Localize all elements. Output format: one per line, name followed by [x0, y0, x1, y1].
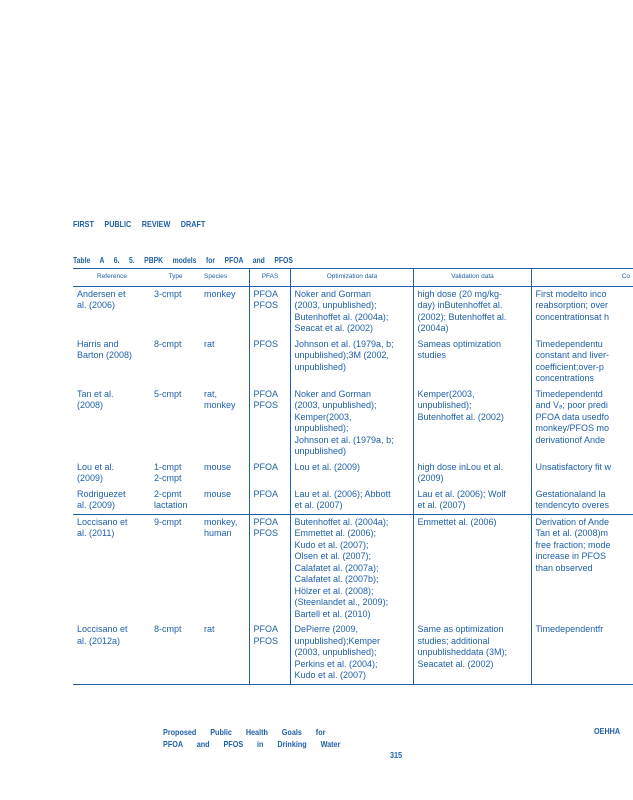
- table-cell-optimization: [290, 387, 413, 460]
- cell-text-line: unpublished): [294, 446, 347, 456]
- table-cell-species: [200, 460, 249, 487]
- cell-text-line: Andersen et: [77, 288, 126, 299]
- table-cell-optimization: [290, 337, 413, 387]
- cell-text-line: Gestationaland la: [535, 488, 606, 499]
- cell-text-line: 2-cpmt: [154, 488, 182, 499]
- table-cell-comments: [531, 514, 633, 622]
- cell-text-line: concentrations: [535, 373, 595, 383]
- cell-text-line: Timedependentu: [535, 338, 603, 349]
- cell-text-line: than observed: [535, 562, 593, 573]
- column-header-pfas: PFAS: [249, 269, 290, 287]
- table-cell-type: [150, 622, 200, 684]
- table-cell-pfas: [249, 286, 290, 337]
- cell-text-line: 5-cmpt: [154, 388, 182, 399]
- table-cell-species: [200, 487, 249, 515]
- cell-text-line: (2009): [417, 473, 444, 483]
- cell-text-line: Emmettet al. (2006);: [294, 528, 377, 538]
- cell-text-line: PFOA: [253, 288, 279, 299]
- column-header-optimization: Optimization data: [290, 269, 413, 287]
- table-cell-type: [150, 387, 200, 460]
- cell-text-line: Noker and Gorman: [294, 388, 372, 399]
- cell-text-line: 8-cmpt: [154, 338, 182, 349]
- cell-text-line: unpublisheddata (3M);: [417, 647, 508, 657]
- table-cell-reference: [73, 387, 150, 460]
- table-cell-comments: [531, 387, 633, 460]
- cell-text-line: Kudo et al. (2007);: [294, 539, 369, 550]
- cell-text-line: high dose (20 mg/kg-: [417, 288, 503, 299]
- table-body: [73, 286, 633, 684]
- table-cell-type: [150, 337, 200, 387]
- cell-text-line: al. (2009): [77, 500, 116, 510]
- cell-text-line: mouse: [204, 488, 232, 499]
- cell-text-line: mouse: [204, 461, 232, 472]
- table-cell-validation: [413, 337, 531, 387]
- cell-text-line: PFOA: [253, 516, 279, 527]
- table-cell-type: [150, 514, 200, 622]
- page-number: 315: [390, 750, 403, 760]
- cell-text-line: PFOA: [253, 488, 279, 499]
- cell-text-line: 2-cmpt: [154, 473, 182, 483]
- cell-text-line: PFOA data usedfo: [535, 411, 610, 422]
- cell-text-line: day) inButenhoffet al.: [417, 300, 503, 310]
- table-cell-comments: [531, 487, 633, 515]
- cell-text-line: (2003, unpublished);: [294, 300, 377, 310]
- cell-text-line: studies; additional: [417, 635, 490, 646]
- cell-text-line: rat,: [204, 388, 218, 399]
- cell-text-line: Butenhoffet al. (2004a);: [294, 311, 389, 322]
- cell-text-line: Seacat et al. (2002): [294, 323, 374, 333]
- cell-text-line: PFOS: [253, 400, 279, 410]
- table-cell-pfas: [249, 622, 290, 684]
- cell-text-line: al. (2012a): [77, 635, 121, 646]
- cell-text-line: Johnson et al. (1979a, b;: [294, 338, 394, 349]
- cell-text-line: Unsatisfactory fit w: [535, 461, 612, 472]
- cell-text-line: rat: [204, 624, 215, 634]
- table-cell-reference: [73, 460, 150, 487]
- table-cell-species: [200, 337, 249, 387]
- cell-text-line: Loccisano et: [77, 624, 128, 634]
- cell-text-line: 9-cmpt: [154, 516, 182, 527]
- cell-text-line: concentrationsat h: [535, 311, 610, 322]
- table-cell-comments: [531, 460, 633, 487]
- cell-text-line: 1-cmpt: [154, 461, 182, 472]
- cell-text-line: 3-cmpt: [154, 288, 182, 299]
- footer-title-line-1: Proposed Public Health Goals for: [163, 727, 326, 737]
- cell-text-line: Timedependentfr: [535, 624, 604, 634]
- cell-text-line: unpublished);3M (2002,: [294, 350, 390, 360]
- cell-text-line: derivationof Ande: [535, 434, 606, 445]
- column-header-type: Type: [150, 269, 200, 287]
- cell-text-line: unpublished);: [294, 423, 349, 433]
- cell-text-line: Sameas optimization: [417, 338, 502, 349]
- cell-text-line: unpublished);Kemper: [294, 635, 381, 646]
- cell-text-line: (2004a): [417, 323, 449, 333]
- cell-text-line: Same as optimization: [417, 624, 504, 634]
- draft-header: FIRST PUBLIC REVIEW DRAFT: [73, 219, 206, 229]
- table-cell-validation: [413, 387, 531, 460]
- cell-text-line: rat: [204, 338, 215, 349]
- table-cell-species: [200, 622, 249, 684]
- cell-text-line: Kudo et al. (2007): [294, 670, 367, 680]
- cell-text-line: monkey,: [204, 516, 238, 527]
- cell-text-line: Noker and Gorman: [294, 288, 372, 299]
- column-header-comments: Co: [531, 269, 633, 287]
- table-cell-optimization: [290, 487, 413, 515]
- cell-text-line: unpublished): [294, 361, 347, 372]
- table-cell-reference: [73, 337, 150, 387]
- table-row: [73, 487, 633, 515]
- table-row: [73, 286, 633, 337]
- cell-text-line: Johnson et al. (1979a, b;: [294, 434, 394, 445]
- cell-text-line: monkey/PFOS mo: [535, 423, 610, 433]
- cell-text-line: First modelto inco: [535, 288, 607, 299]
- cell-text-line: Lau et al. (2006); Wolf: [417, 488, 506, 499]
- table-cell-reference: [73, 514, 150, 622]
- cell-text-line: Calafatet al. (2007b);: [294, 574, 379, 584]
- table-caption: Table A 6. 5. PBPK models for PFOA and PFOS: [73, 256, 293, 265]
- cell-text-line: Loccisano et: [77, 516, 128, 527]
- cell-text-line: PFOA: [253, 388, 279, 399]
- cell-text-line: Lou et al.: [77, 461, 115, 472]
- cell-text-line: Tan et al. (2008)m: [535, 528, 609, 538]
- cell-text-line: Olsen et al. (2007);: [294, 551, 372, 561]
- cell-text-line: al. (2006): [77, 300, 116, 310]
- cell-text-line: (2003, unpublished);: [294, 647, 377, 657]
- table-cell-species: [200, 514, 249, 622]
- footer-title-line-2: PFOA and PFOS in Drinking Water: [163, 739, 341, 749]
- table-cell-validation: [413, 460, 531, 487]
- cell-text-line: constant and liver-: [535, 350, 610, 360]
- cell-text-line: studies: [417, 350, 447, 360]
- table-cell-optimization: [290, 460, 413, 487]
- table-cell-optimization: [290, 622, 413, 684]
- cell-text-line: al. (2011): [77, 528, 115, 538]
- cell-text-line: PFOS: [253, 338, 279, 349]
- cell-text-line: Tan et al.: [77, 388, 114, 399]
- cell-text-line: Lau et al. (2006); Abbott: [294, 488, 391, 499]
- cell-text-line: PFOA: [253, 624, 279, 634]
- cell-text-line: unpublished);: [417, 400, 472, 410]
- table-cell-type: [150, 460, 200, 487]
- cell-text-line: et al. (2007): [417, 500, 466, 510]
- table-cell-pfas: [249, 387, 290, 460]
- cell-text-line: and Vₔ; poor predi: [535, 400, 608, 410]
- table-cell-reference: [73, 622, 150, 684]
- cell-text-line: (2009): [77, 473, 104, 483]
- table-cell-type: [150, 487, 200, 515]
- cell-text-line: human: [204, 528, 232, 538]
- cell-text-line: Barton (2008): [77, 350, 133, 360]
- column-header-species: Species: [200, 269, 249, 287]
- table-row: [73, 337, 633, 387]
- footer-agency: OEHHA: [594, 726, 621, 736]
- cell-text-line: coefficient;over-p: [535, 361, 604, 372]
- table-cell-validation: [413, 622, 531, 684]
- table-cell-comments: [531, 622, 633, 684]
- table-cell-reference: [73, 286, 150, 337]
- cell-text-line: Lou et al. (2009): [294, 461, 361, 472]
- table-cell-species: [200, 387, 249, 460]
- table-cell-comments: [531, 286, 633, 337]
- cell-text-line: PFOS: [253, 635, 279, 646]
- cell-text-line: monkey: [204, 288, 236, 299]
- cell-text-line: (Steenlandet al., 2009);: [294, 597, 389, 607]
- cell-text-line: PFOS: [253, 528, 279, 538]
- table-cell-pfas: [249, 514, 290, 622]
- cell-text-line: 8-cmpt: [154, 624, 182, 634]
- cell-text-line: monkey: [204, 400, 236, 410]
- table-row: [73, 514, 633, 622]
- cell-text-line: Derivation of Ande: [535, 516, 610, 527]
- table-cell-comments: [531, 337, 633, 387]
- table-cell-pfas: [249, 337, 290, 387]
- cell-text-line: (2003, unpublished);: [294, 400, 377, 410]
- table-row: [73, 622, 633, 684]
- cell-text-line: Butenhoffet al. (2004a);: [294, 516, 389, 527]
- cell-text-line: reabsorption; over: [535, 300, 609, 310]
- cell-text-line: DePierre (2009,: [294, 624, 359, 634]
- cell-text-line: Harris and: [77, 338, 119, 349]
- table-row: [73, 387, 633, 460]
- table-cell-pfas: [249, 487, 290, 515]
- table-cell-validation: [413, 514, 531, 622]
- cell-text-line: Hölzer et al. (2008);: [294, 585, 374, 596]
- cell-text-line: Seacatet al. (2002): [417, 658, 494, 669]
- cell-text-line: Bartell et al. (2010): [294, 608, 371, 619]
- table-cell-optimization: [290, 514, 413, 622]
- table-header-row: [73, 269, 633, 287]
- column-header-reference: Reference: [73, 269, 150, 287]
- footer-document-title: [163, 726, 340, 750]
- cell-text-line: high dose inLou et al.: [417, 461, 504, 472]
- cell-text-line: tendencyto overes: [535, 500, 610, 510]
- cell-text-line: Perkins et al. (2004);: [294, 658, 378, 669]
- cell-text-line: Emmettet al. (2006): [417, 516, 497, 527]
- cell-text-line: Kemper(2003,: [417, 388, 475, 399]
- cell-text-line: lactation: [154, 500, 188, 510]
- pbpk-models-table: [73, 268, 633, 685]
- table-cell-optimization: [290, 286, 413, 337]
- cell-text-line: PFOS: [253, 300, 279, 310]
- table-row: [73, 460, 633, 487]
- cell-text-line: (2002); Butenhoffet al.: [417, 311, 507, 322]
- column-header-validation: Validation data: [413, 269, 531, 287]
- cell-text-line: (2008): [77, 400, 104, 410]
- table-cell-type: [150, 286, 200, 337]
- cell-text-line: Timedependentd: [535, 388, 603, 399]
- table-cell-reference: [73, 487, 150, 515]
- table-cell-species: [200, 286, 249, 337]
- table-cell-pfas: [249, 460, 290, 487]
- table-cell-validation: [413, 286, 531, 337]
- cell-text-line: Rodriguezet: [77, 488, 126, 499]
- cell-text-line: Kemper(2003,: [294, 411, 352, 422]
- cell-text-line: Calafatet al. (2007a);: [294, 562, 379, 573]
- cell-text-line: free fraction; mode: [535, 539, 611, 550]
- table-cell-validation: [413, 487, 531, 515]
- cell-text-line: et al. (2007): [294, 500, 343, 510]
- cell-text-line: PFOA: [253, 461, 279, 472]
- cell-text-line: increase in PFOS: [535, 551, 607, 561]
- cell-text-line: Butenhoffet al. (2002): [417, 411, 504, 422]
